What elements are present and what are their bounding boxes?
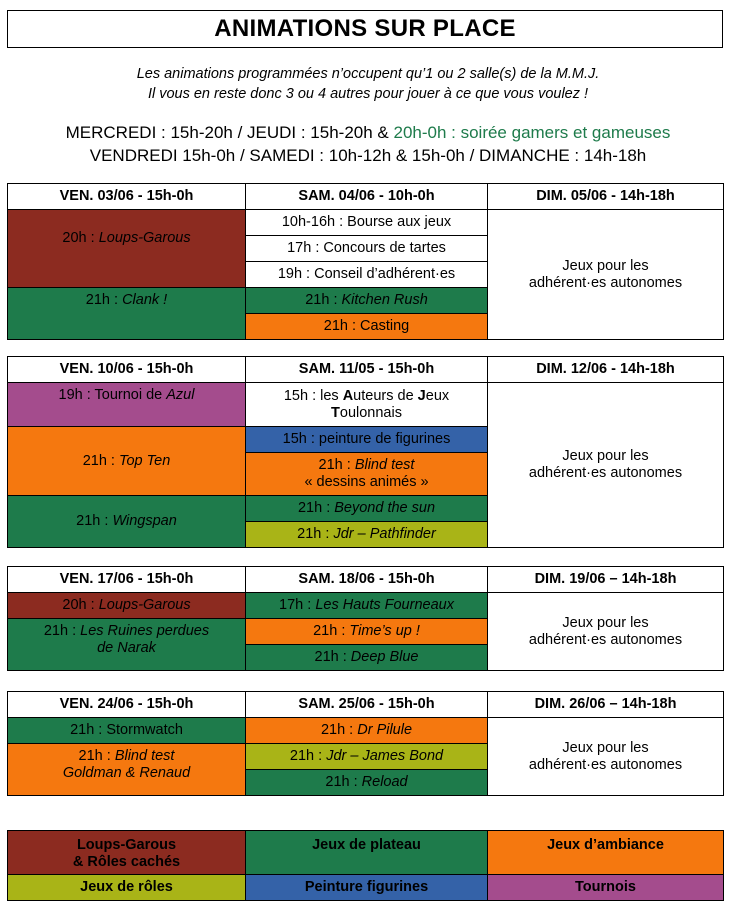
week2-saturday-header: SAM. 11/05 - 15h-0h [246, 357, 488, 383]
week2-sunday-text-2: adhérent·es autonomes [528, 465, 683, 481]
week4-saturday-event-dr-pilule: 21h : Dr Pilule [246, 718, 488, 744]
week3-saturday-event-times-up: 21h : Time’s up ! [246, 619, 488, 645]
week2-saturday-event-peinture: 15h : peinture de figurines [246, 427, 488, 453]
week-table-1 [7, 183, 724, 340]
week3-saturday-event-hauts-fourneaux: 17h : Les Hauts Fourneaux [246, 593, 488, 619]
week1-saturday-event-bourse: 10h-16h : Bourse aux jeux [246, 210, 488, 236]
week3-friday-event-ruines-perdues: 21h : Les Ruines perdues de Narak [8, 619, 246, 671]
week1-sunday-text-1: Jeux pour les [562, 257, 649, 274]
week3-sunday-text-2: adhérent·es autonomes [528, 631, 683, 648]
legend-jeux-d-ambiance: Jeux d’ambiance [488, 831, 724, 875]
week1-saturday-event-kitchen-rush: 21h : Kitchen Rush [246, 288, 488, 314]
week3-friday-header: VEN. 17/06 - 15h-0h [8, 567, 246, 593]
week2-sunday-text-1: Jeux pour les [562, 448, 649, 464]
week4-sunday-text-1: Jeux pour les [562, 739, 649, 756]
week2-saturday-event-auteurs: 15h : les Auteurs de Jeux Toulonnais [246, 383, 488, 427]
week2-friday-event-wingspan: 21h : Wingspan [8, 496, 246, 548]
week2-friday-event-azul: 19h : Tournoi de Azul [8, 383, 246, 427]
week1-friday-event-loups-garous: 20h : Loups-Garous [8, 210, 246, 288]
week2-sunday-header: DIM. 12/06 - 14h-18h [488, 357, 724, 383]
week2-saturday-event-pathfinder: 21h : Jdr – Pathfinder [246, 522, 488, 548]
week-table-2 [7, 356, 724, 548]
week3-saturday-event-deep-blue: 21h : Deep Blue [246, 645, 488, 671]
week3-sunday-text-1: Jeux pour les [562, 614, 649, 631]
intro-line-1: Les animations programmées n’occupent qu’1 ou 2 salle(s) de la M.M.J. [136, 66, 600, 82]
week2-sunday-cell [488, 383, 724, 548]
legend-loups-garous: Loups-Garous & Rôles cachés [8, 831, 246, 875]
legend-peinture-figurines: Peinture figurines [246, 875, 488, 901]
schedule-gamers-night: 20h-0h : soirée gamers et gameuses [393, 123, 671, 142]
schedule-line-2: VENDREDI 15h-0h / SAMEDI : 10h-12h & 15h-0h / DIMANCHE : 14h-18h [89, 146, 647, 165]
page-title-text: ANIMATIONS SUR PLACE [214, 15, 516, 42]
week1-sunday-text-2: adhérent·es autonomes [528, 274, 683, 291]
week2-friday-header: VEN. 10/06 - 15h-0h [8, 357, 246, 383]
schedule-line-1-part-1: MERCREDI : 15h-20h / JEUDI : 15h-20h & [65, 123, 394, 142]
week1-saturday-event-tartes: 17h : Concours de tartes [246, 236, 488, 262]
week3-saturday-header: SAM. 18/06 - 15h-0h [246, 567, 488, 593]
week4-saturday-event-reload: 21h : Reload [246, 770, 488, 796]
week-table-3 [7, 566, 724, 671]
week2-friday-event-top-ten: 21h : Top Ten [8, 427, 246, 496]
schedule-line-1 [0, 123, 736, 143]
week1-saturday-event-casting: 21h : Casting [246, 314, 488, 340]
legend-jeux-de-roles: Jeux de rôles [8, 875, 246, 901]
legend-table [7, 830, 724, 901]
week2-saturday-event-blind-test: 21h : Blind test « dessins animés » [246, 453, 488, 496]
week3-sunday-cell [488, 593, 724, 671]
legend-tournois: Tournois [488, 875, 724, 901]
week1-friday-header: VEN. 03/06 - 15h-0h [8, 184, 246, 210]
week4-sunday-header: DIM. 26/06 – 14h-18h [488, 692, 724, 718]
legend-jeux-de-plateau: Jeux de plateau [246, 831, 488, 875]
week4-sunday-cell [488, 718, 724, 796]
week1-saturday-event-conseil: 19h : Conseil d’adhérent·es [246, 262, 488, 288]
week1-friday-event-clank: 21h : Clank ! [8, 288, 246, 340]
week4-sunday-text-2: adhérent·es autonomes [528, 756, 683, 773]
week1-saturday-header: SAM. 04/06 - 10h-0h [246, 184, 488, 210]
week4-saturday-header: SAM. 25/06 - 15h-0h [246, 692, 488, 718]
week4-friday-event-stormwatch: 21h : Stormwatch [8, 718, 246, 744]
week1-sunday-header: DIM. 05/06 - 14h-18h [488, 184, 724, 210]
week1-sunday-cell [488, 210, 724, 340]
week4-saturday-event-james-bond: 21h : Jdr – James Bond [246, 744, 488, 770]
week3-sunday-header: DIM. 19/06 – 14h-18h [488, 567, 724, 593]
week2-saturday-event-beyond-the-sun: 21h : Beyond the sun [246, 496, 488, 522]
week3-friday-event-loups-garous: 20h : Loups-Garous [8, 593, 246, 619]
week4-friday-header: VEN. 24/06 - 15h-0h [8, 692, 246, 718]
intro-line-2: Il vous en reste donc 3 ou 4 autres pour jouer à ce que vous voulez ! [147, 86, 589, 102]
week-table-4 [7, 691, 724, 796]
week4-friday-event-blind-test: 21h : Blind test Goldman & Renaud [8, 744, 246, 796]
page-title [7, 10, 723, 48]
